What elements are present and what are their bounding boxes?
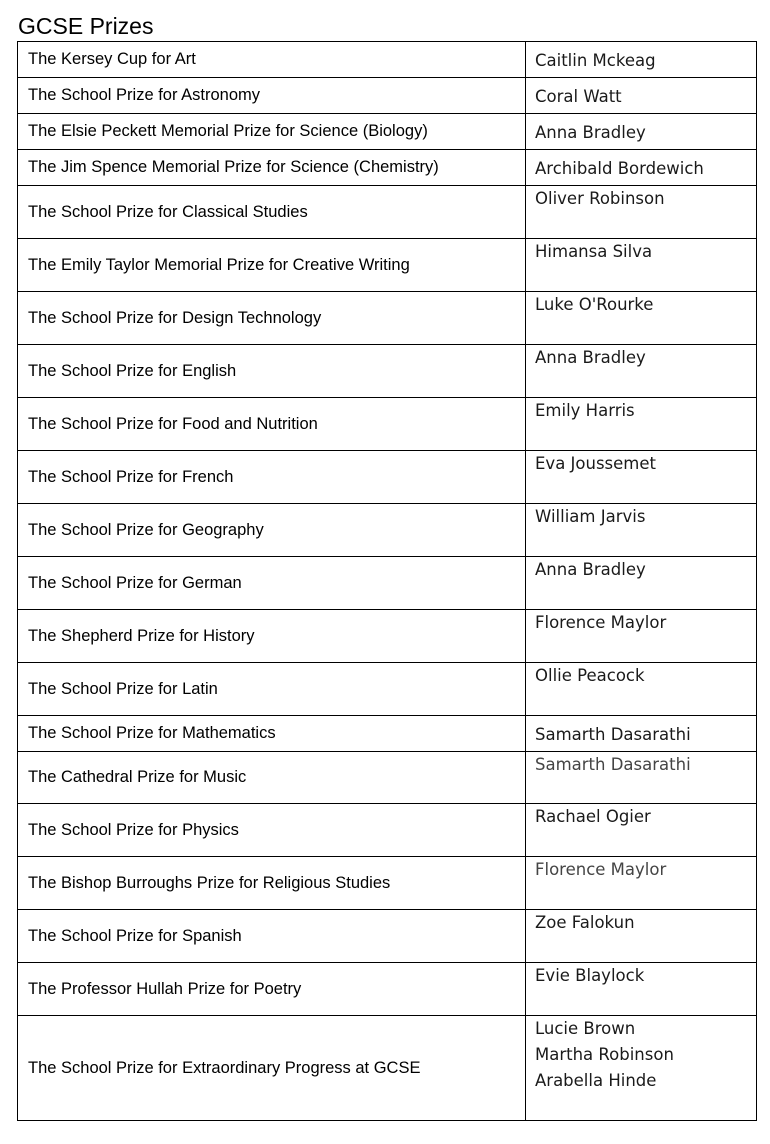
winner-name: Emily Harris bbox=[535, 401, 635, 420]
winner-name: Zoe Falokun bbox=[535, 913, 635, 932]
table-row bbox=[18, 114, 757, 150]
prize-winner-cell bbox=[526, 963, 757, 1016]
prize-winner-cell bbox=[526, 663, 757, 716]
winner-name: Anna Bradley bbox=[535, 348, 646, 367]
prize-winner-cell bbox=[526, 857, 757, 910]
winner-name: Samarth Dasarathi bbox=[535, 755, 691, 774]
table-row bbox=[18, 398, 757, 451]
prize-winner-cell bbox=[526, 557, 757, 610]
table-row bbox=[18, 752, 757, 804]
prize-name: The Elsie Peckett Memorial Prize for Science (Biology) bbox=[18, 114, 526, 150]
table-row bbox=[18, 857, 757, 910]
winner-name: Oliver Robinson bbox=[535, 189, 665, 208]
winner-name: Archibald Bordewich bbox=[535, 158, 704, 178]
winner-name: Arabella Hinde bbox=[535, 1071, 657, 1090]
prize-winner-cell bbox=[526, 292, 757, 345]
prize-winner-cell bbox=[526, 610, 757, 663]
table-row bbox=[18, 42, 757, 78]
prize-winner-cell bbox=[526, 804, 757, 857]
prize-name: The School Prize for Extraordinary Progress at GCSE bbox=[18, 1016, 526, 1121]
prize-name: The Professor Hullah Prize for Poetry bbox=[18, 963, 526, 1016]
prize-winner-cell bbox=[526, 910, 757, 963]
prizes-table-body bbox=[18, 42, 757, 1121]
prize-winner-cell bbox=[526, 186, 757, 239]
prize-name: The School Prize for Astronomy bbox=[18, 78, 526, 114]
prize-name: The Cathedral Prize for Music bbox=[18, 752, 526, 804]
prize-winner-cell bbox=[526, 398, 757, 451]
prize-winner-cell bbox=[526, 1016, 757, 1121]
winner-name: Eva Joussemet bbox=[535, 454, 657, 473]
table-row bbox=[18, 910, 757, 963]
winner-name: Anna Bradley bbox=[535, 560, 646, 579]
prize-name: The School Prize for German bbox=[18, 557, 526, 610]
table-row bbox=[18, 345, 757, 398]
prize-name: The School Prize for Geography bbox=[18, 504, 526, 557]
prize-winner-cell bbox=[526, 114, 757, 150]
table-row bbox=[18, 610, 757, 663]
prize-winner-cell bbox=[526, 504, 757, 557]
table-row bbox=[18, 150, 757, 186]
prize-name: The Bishop Burroughs Prize for Religious Studies bbox=[18, 857, 526, 910]
prize-winner-cell bbox=[526, 716, 757, 752]
table-row bbox=[18, 557, 757, 610]
table-row bbox=[18, 78, 757, 114]
prize-name: The School Prize for Food and Nutrition bbox=[18, 398, 526, 451]
winner-name: Florence Maylor bbox=[535, 860, 667, 879]
prize-name: The School Prize for Latin bbox=[18, 663, 526, 716]
winner-name: Anna Bradley bbox=[535, 122, 646, 142]
table-row bbox=[18, 804, 757, 857]
prize-winner-cell bbox=[526, 345, 757, 398]
table-row bbox=[18, 239, 757, 292]
prize-winner-cell bbox=[526, 239, 757, 292]
prize-name: The School Prize for Design Technology bbox=[18, 292, 526, 345]
winner-name: Luke O'Rourke bbox=[535, 295, 654, 314]
winner-name: Martha Robinson bbox=[535, 1045, 674, 1064]
prize-name: The School Prize for Classical Studies bbox=[18, 186, 526, 239]
table-row bbox=[18, 186, 757, 239]
table-row bbox=[18, 451, 757, 504]
table-row bbox=[18, 292, 757, 345]
table-row bbox=[18, 504, 757, 557]
winner-name: Ollie Peacock bbox=[535, 666, 645, 685]
winner-name: Rachael Ogier bbox=[535, 807, 651, 826]
prize-name: The School Prize for Mathematics bbox=[18, 716, 526, 752]
prize-name: The Kersey Cup for Art bbox=[18, 42, 526, 78]
page-title: GCSE Prizes bbox=[18, 13, 154, 39]
table-row bbox=[18, 1016, 757, 1121]
winner-name: Lucie Brown bbox=[535, 1019, 636, 1038]
winner-name: Coral Watt bbox=[535, 86, 622, 106]
prize-name: The School Prize for Physics bbox=[18, 804, 526, 857]
prize-name: The School Prize for French bbox=[18, 451, 526, 504]
prize-winner-cell bbox=[526, 78, 757, 114]
prize-name: The School Prize for Spanish bbox=[18, 910, 526, 963]
winner-name: Himansa Silva bbox=[535, 242, 653, 261]
winner-name: Samarth Dasarathi bbox=[535, 724, 691, 744]
table-row bbox=[18, 663, 757, 716]
winner-name: Evie Blaylock bbox=[535, 966, 645, 985]
prize-name: The Jim Spence Memorial Prize for Science (Chemistry) bbox=[18, 150, 526, 186]
prizes-table bbox=[17, 41, 757, 1121]
winner-name: Florence Maylor bbox=[535, 613, 667, 632]
table-row bbox=[18, 716, 757, 752]
table-row bbox=[18, 963, 757, 1016]
prize-winner-cell bbox=[526, 150, 757, 186]
prize-name: The School Prize for English bbox=[18, 345, 526, 398]
winner-name: William Jarvis bbox=[535, 507, 646, 526]
prize-name: The Emily Taylor Memorial Prize for Creative Writing bbox=[18, 239, 526, 292]
prize-winner-cell bbox=[526, 752, 757, 804]
winner-name: Caitlin Mckeag bbox=[535, 50, 656, 70]
prize-name: The Shepherd Prize for History bbox=[18, 610, 526, 663]
prize-winner-cell bbox=[526, 42, 757, 78]
prize-winner-cell bbox=[526, 451, 757, 504]
